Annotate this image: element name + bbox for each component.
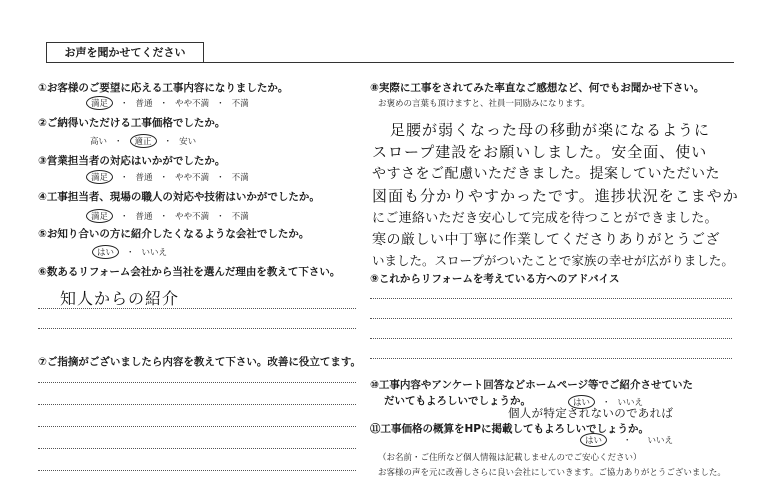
thank-you-note: お客様の声を元に改善しさらに良い会社にしていきます。ご協力ありがとうございました。 [378, 468, 726, 478]
q3-option-unsatisfied: 不満 [231, 173, 249, 183]
q1-option-satisfied: 満足 [86, 96, 113, 110]
question-1: ①お客様のご要望に応える工事内容になりましたか。 [38, 82, 289, 94]
title-underline [46, 62, 734, 63]
question-7: ⑦ご指摘がございましたら内容を教えて下さい。改善に役立てます。 [38, 356, 362, 368]
q5-option-no: いいえ [141, 248, 168, 258]
q4-option-normal: 普通 [135, 212, 153, 222]
q8-answer-line-4: 図面も分かりやすかったです。進捗状況をこまやか [372, 187, 739, 205]
q2-option-cheap: 安い [179, 137, 197, 147]
question-5: ⑤お知り合いの方に紹介したくなるような会社でしたか。 [38, 228, 310, 240]
q8-answer-line-1: 足腰が弱くなった母の移動が楽になるように [390, 121, 711, 139]
q6-handwritten-answer: 知人からの紹介 [60, 289, 180, 308]
question-5-options: はい ・ いいえ [92, 245, 167, 259]
q2-option-high: 高い [90, 137, 108, 147]
privacy-note: （お名前・ご住所など個人情報は記載しませんのでご安心ください） [378, 453, 642, 463]
answer-line [370, 358, 732, 359]
q3-option-somewhat-unsatisfied: やや不満 [175, 173, 210, 183]
q8-answer-line-7: いました。スロープがついたことで家族の幸せが広がりました。 [372, 253, 734, 268]
q8-answer-line-2: スロープ建設をお願いしました。安全面、使い [372, 143, 708, 161]
q4-option-satisfied: 満足 [86, 209, 113, 223]
q4-option-unsatisfied: 不満 [231, 212, 249, 222]
answer-line [370, 318, 732, 319]
q10-option-yes: はい [568, 395, 595, 409]
answer-line [38, 382, 356, 383]
question-8: ⑧実際に工事をされてみた率直なご感想など、何でもお聞かせ下さい。 [370, 82, 705, 94]
answer-line [370, 298, 732, 299]
q1-option-normal: 普通 [135, 99, 153, 109]
answer-line [38, 470, 356, 471]
question-2-options: 高い ・ 適正 ・ 安い [90, 134, 196, 148]
answer-line [370, 338, 732, 339]
page-title: お声を聞かせてください [46, 42, 204, 63]
q11-option-no: いいえ [647, 436, 674, 446]
question-6: ⑥数あるリフォーム会社から当社を選んだ理由を教えて下さい。 [38, 266, 341, 278]
question-9: ⑨これからリフォームを考えている方へのアドバイス [370, 273, 620, 285]
question-10-line-1: ⑩工事内容やアンケート回答などホームページ等でご紹介させていた [370, 379, 694, 391]
q4-option-somewhat-unsatisfied: やや不満 [175, 212, 210, 222]
question-10-line-2: だいてもよろしいでしょうか。 [384, 395, 531, 407]
q2-option-fair: 適正 [130, 134, 157, 148]
q5-option-yes: はい [92, 245, 119, 259]
answer-line [38, 426, 356, 427]
q8-answer-line-6: 寒の厳しい中丁寧に作業してくださりありがとうござ [372, 232, 720, 248]
q1-option-somewhat-unsatisfied: やや不満 [175, 99, 210, 109]
q10-handwritten-note: 個人が特定されないのであれば [508, 406, 674, 420]
question-1-options: 満足 ・ 普通 ・ やや不満 ・ 不満 [86, 96, 249, 110]
q1-option-unsatisfied: 不満 [231, 99, 249, 109]
answer-line [38, 308, 356, 309]
q10-option-no: いいえ [617, 398, 644, 408]
question-3: ③営業担当者の対応はいかがでしたか。 [38, 155, 226, 167]
answer-line [38, 404, 356, 405]
q8-answer-line-5: にご連絡いただき安心して完成を待つことができました。 [372, 211, 718, 226]
question-4: ④工事担当者、現場の職人の対応や技術はいかがでしたか。 [38, 191, 320, 203]
answer-line [38, 328, 356, 329]
question-8-note: お褒めの言葉も頂けますと、社員一同励みになります。 [378, 99, 590, 109]
question-4-options: 満足 ・ 普通 ・ やや不満 ・ 不満 [86, 209, 249, 223]
answer-line [38, 448, 356, 449]
question-11-options: はい ・ いいえ [580, 433, 673, 447]
q3-option-satisfied: 満足 [86, 170, 113, 184]
question-10-options: はい ・ いいえ [568, 395, 643, 409]
q8-answer-line-3: やすさをご配慮いただきました。提案していただいた [372, 166, 720, 182]
q11-option-yes: はい [580, 433, 607, 447]
question-2: ②ご納得いただける工事価格でしたか。 [38, 117, 226, 129]
question-11: ⑪工事価格の概算をHPに掲載してもよろしいでしょうか。 [370, 423, 649, 435]
q3-option-normal: 普通 [135, 173, 153, 183]
question-3-options: 満足 ・ 普通 ・ やや不満 ・ 不満 [86, 170, 249, 184]
